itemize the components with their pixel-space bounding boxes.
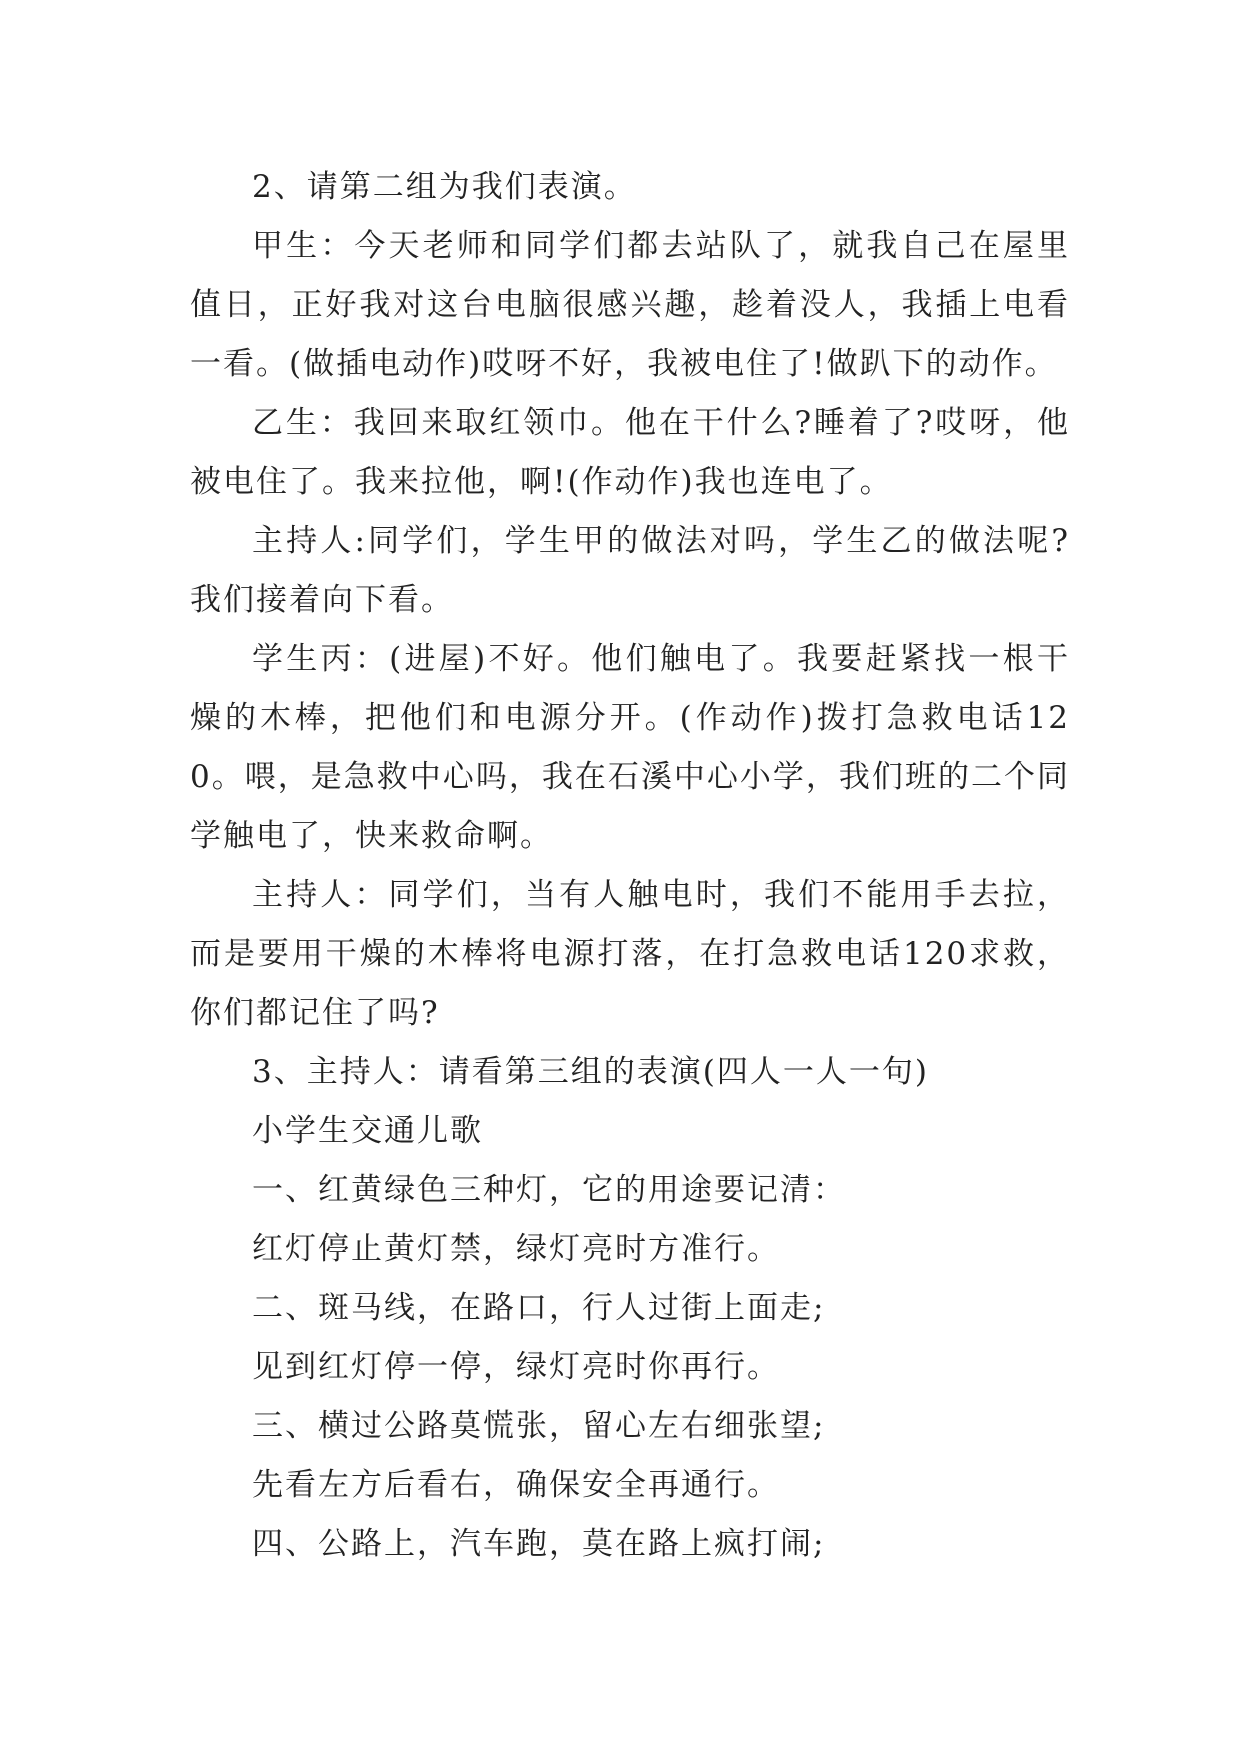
song-line: 先看左方后看右，确保安全再通行。 [252,1467,780,1503]
song-line: 三、横过公路莫慌张，留心左右细张望; [252,1408,826,1444]
paragraph-student-a: 甲生：今天老师和同学们都去站队了，就我自己在屋里值日，正好我对这台电脑很感兴趣，趁着没人，我插上电看一看。(做插电动作)哎呀不好，我被电住了!做趴下的动作。 [190,228,1070,382]
song-line: 见到红灯停一停，绿灯亮时你再行。 [252,1349,780,1385]
document-body [190,158,1070,1574]
song-line: 一、红黄绿色三种灯，它的用途要记清： [252,1172,846,1208]
song-line: 四、公路上，汽车跑，莫在路上疯打闹; [252,1526,826,1562]
group-three-intro-line: 3、主持人：请看第三组的表演(四人一人一句) [252,1054,929,1090]
song-line: 二、斑马线，在路口，行人过街上面走; [252,1290,826,1326]
paragraph-student-c: 学生丙：(进屋)不好。他们触电了。我要赶紧找一根干燥的木棒，把他们和电源分开。(作动作)拨打急救电话120。喂，是急救中心吗，我在石溪中心小学，我们班的二个同学触电了，快来救命啊。 [190,641,1070,854]
paragraph-group-two-intro: 2、请第二组为我们表演。 [252,169,637,205]
song-title: 小学生交通儿歌 [252,1113,483,1149]
song-line: 红灯停止黄灯禁，绿灯亮时方准行。 [252,1231,780,1267]
paragraph-student-b: 乙生：我回来取红领巾。他在干什么?睡着了?哎呀，他被电住了。我来拉他，啊!(作动作)我也连电了。 [190,405,1070,500]
paragraph-host-summary: 主持人：同学们，当有人触电时，我们不能用手去拉，而是要用干燥的木棒将电源打落，在打急救电话120求救，你们都记住了吗? [190,877,1070,1031]
paragraph-host-question: 主持人:同学们，学生甲的做法对吗，学生乙的做法呢?我们接着向下看。 [190,523,1070,618]
